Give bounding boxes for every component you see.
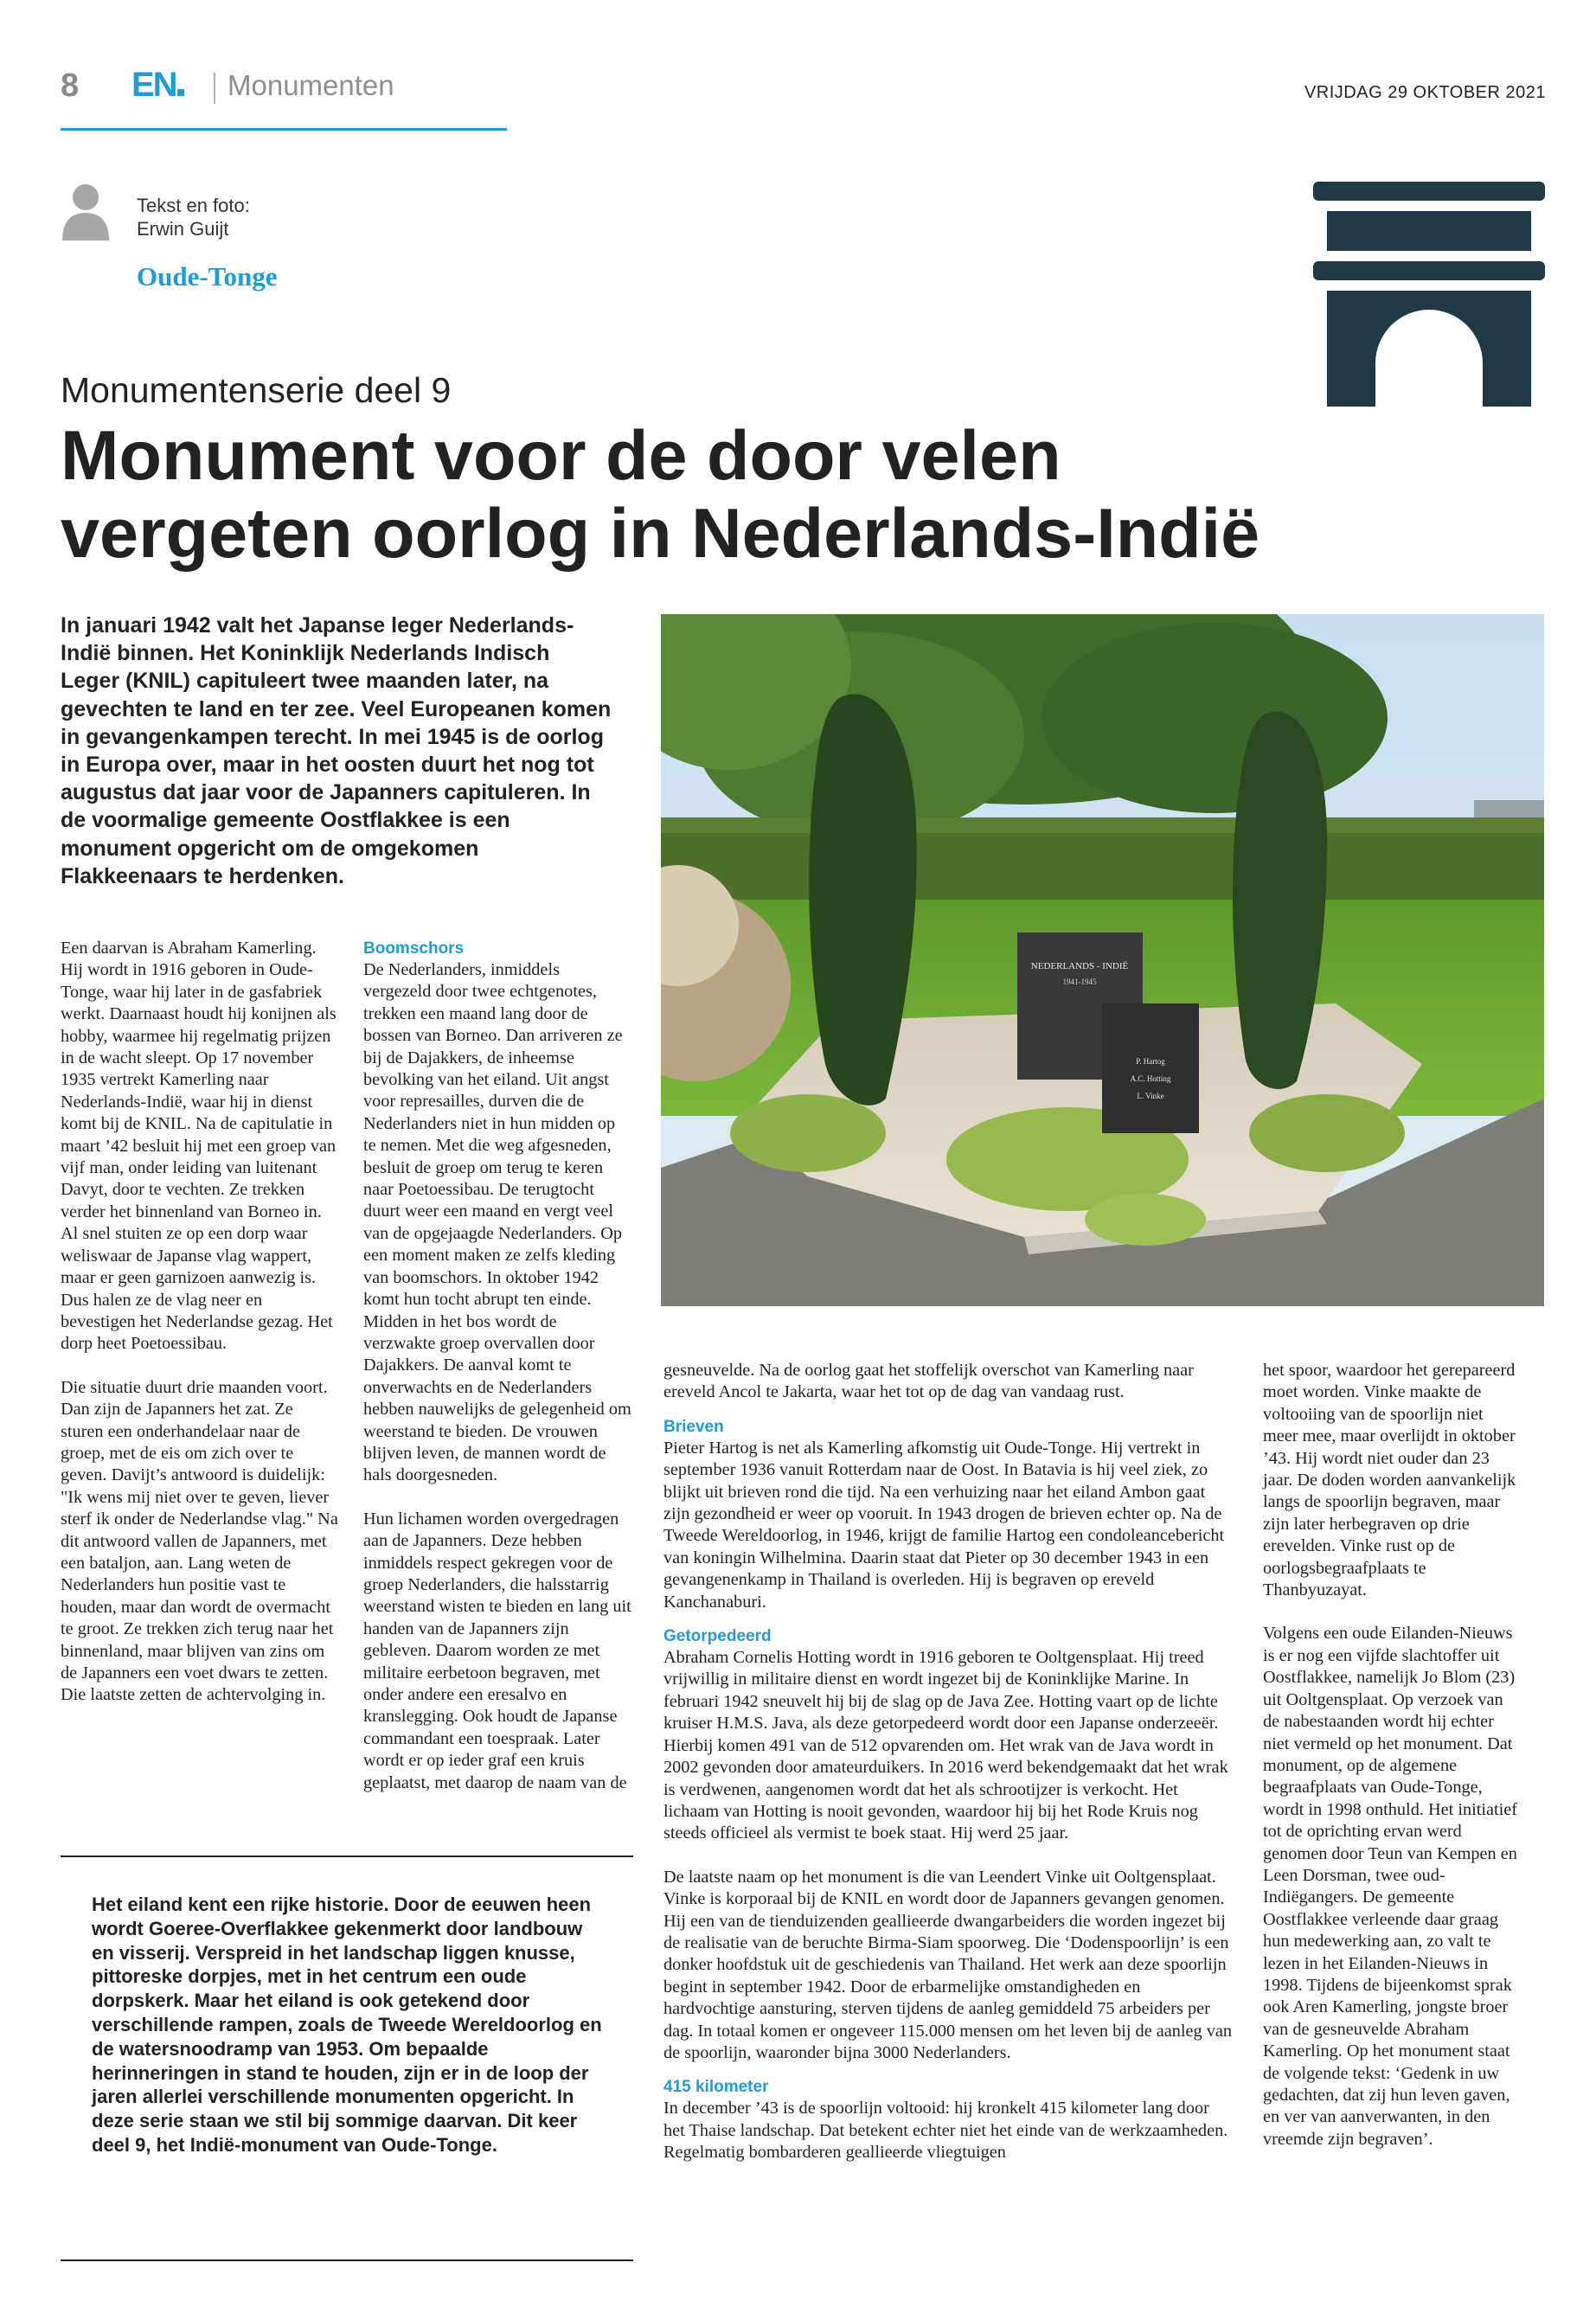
headline-line-1: Monument voor de door velen [61,417,1061,495]
article-column-3 [663,1360,1234,2164]
stone-name-1: P. Hartog [1136,1057,1165,1066]
col3-paragraph-5: In december ’43 is de spoorlijn voltooid: hij kronkelt 415 kilometer lang door het Thaise landschap. Dat betekent echter niet het einde van de werkzaamheden. Regelmatig bombarderen geallieerde vliegtuigen [663,2099,1228,2163]
col2-paragraph-1: De Nederlanders, inmiddels vergezeld door twee echtgenotes, trekken een maand lang door de bossen van Borneo. Dan arriveren ze bij de Dajakkers, de inheemse bevolking van het eiland. Uit angst voor represailles, durven die de Nederlanders niet in hun midden op te nemen. Met die weg afgesneden, besluit de groep om terug te keren naar Poetoessibau. De terugtocht duurt weer een maand en vergt veel van de opgejaagde Nederlanders. Op een moment maken ze zelfs kleding van boomschors. In oktober 1942 komt hun tocht abrupt ten einde. Midden in het bos wordt de verzwakte groep overvallen door Dajakkers. De aanval komt te onverwachts en de Nederlanders hebben nauwelijks de gelegenheid om weerstand te bieden. De vrouwen blijven leven, de mannen wordt de hals doorgesneden. [363,960,631,1485]
series-infobox: Het eiland kent een rijke historie. Door de eeuwen heen wordt Goeree-Overflakkee gekenmerkt door landbouw en visserij. Verspreid in het landschap liggen knusse, pittoreske dorpjes, met in het centrum een oude dorpskerk. Maar het eiland is ook getekend door verschillende rampen, zoals de Tweede Wereldoorlog en de watersnoodramp van 1953. Om bepaalde herinneringen in stand te houden, zijn er in de loop der jaren allerlei verschillende monumenten opgericht. In deze serie staan we stil bij sommige daarvan. Dit keer deel 9, het Indië-monument van Oude-Tonge. [92,1894,602,2156]
article-intro: In januari 1942 valt het Japanse leger Nederlands-Indië binnen. Het Koninklijk Nederlands Indisch Leger (KNIL) capituleert twee maanden later, na gevechten te land en ter zee. Veel Europeanen komen in gevangenkampen terecht. In mei 1945 is de oorlog in Europa over, maar in het oosten duurt het nog tot augustus dat jaar voor de Japanners capituleren. In de voormalige gemeente Oostflakkee is een monument opgericht om de omgekomen Flakkeenaars te herdenken. [61,613,612,888]
infobox-top-rule [61,1856,633,1857]
stone-name-3: L. Vinke [1137,1092,1164,1100]
col1-paragraph-2: Die situatie duurt drie maanden voort. Dan zijn de Japanners het zat. Ze sturen een onderhandelaar naar de groep, met de eis om zich over te geven. Davijt’s antwoord is duidelijk: "Ik wens mij niet over te geven, liever sterf ik onder de Nederlandse vlag." Na dit antwoord vallen de Japanners, met een bataljon, aan. Lang weten de Nederlanders hun positie vast te houden, maar dan wordt de overmacht te groot. Ze trekken zich terug naar het binnenland, maar blijven van zins om de Japanners een voet dwars te zetten. Die laatste zetten de achtervolging in. [61,1377,338,1705]
subheading-415-kilometer: 415 kilometer [663,2078,769,2097]
newspaper-logo[interactable]: EN [131,66,184,105]
col3-paragraph-3: Abraham Cornelis Hotting wordt in 1916 geboren te Ooltgensplaat. Hij treed vrijwillig in militaire dienst en wordt ingezet bij de Koninklijke Marine. In februari 1942 sneuvelt hij bij de slag op de Java Zee. Hotting vaart op de lichte kruiser H.M.S. Java, als deze getorpedeerd wordt door een Japanse onderzeeër. Hierbij komen 491 van de 512 opvarenden om. Het wrak van de Java wordt in 2002 gevonden door amateurduikers. In 2016 werd bekendgemaakt dat het wrak is verdwenen, aangenomen wordt dat het als schrootijzer is verkocht. Het lichaam van Hotting is nooit gevonden, waardoor hij bij het Rode Kruis nog steeds officieel als vermist te boek staat. Hij werd 25 jaar. [663,1648,1228,1843]
subheading-boomschors: Boomschors [363,939,465,958]
col3-paragraph-2: Pieter Hartog is net als Kamerling afkomstig uit Oude-Tonge. Hij vertrekt in september 1936 vanuit Rotterdam naar de Oost. In Batavia is hij veel ziek, zo blijkt uit brieven rond die tijd. Na een verhuizing naar het eiland Ambon gaat zijn gezondheid er weer op vooruit. In 1943 drogen de brieven echter op. Na de Tweede Wereldoorlog, in 1946, krijgt de familie Hartog een condoleancebericht van koningin Wilhelmina. Daarin staat dat Pieter op 30 december 1943 in een gevangenenkamp in Thailand is overleden. Hij is begraven op ereveld Kanchanaburi. [663,1438,1225,1612]
stone-title: NEDERLANDS - INDIË [1030,961,1129,971]
dateline-place: Oude-Tonge [137,261,278,292]
byline-credit: Tekst en foto: [137,195,250,216]
subheading-getorpedeerd: Getorpedeerd [663,1627,772,1646]
author-avatar-icon [61,182,111,240]
page-number: 8 [61,67,80,104]
infobox-bottom-rule [61,2259,633,2261]
stone-name-2: A.C. Hotting [1130,1074,1171,1083]
header-separator [214,73,215,104]
monument-photo [661,614,1544,1306]
section-title: Monumenten [228,69,394,101]
stone-years: 1941-1945 [1062,977,1097,986]
article-column-1 [61,938,339,1707]
col3-paragraph-1: gesneuvelde. Na de oorlog gaat het stoffelijk overschot van Kamerling naar ereveld Ancol te Jakarta, waar het tot op de dag van vandaag rust. [663,1361,1194,1402]
monument-icon [1313,182,1545,407]
issue-date: VRIJDAG 29 OKTOBER 2021 [1304,83,1546,102]
header-rule [61,128,507,131]
byline-author: Erwin Guijt [137,218,229,240]
article-column-2 [363,938,631,1794]
col1-paragraph-1: Een daarvan is Abraham Kamerling. Hij wordt in 1916 geboren in Oude-Tonge, waar hij later in de gasfabriek werkt. Daarnaast houdt hij konijnen als hobby, waarmee hij regelmatig prijzen in de wacht sleept. Op 17 november 1935 vertrekt Kamerling naar Nederlands-Indië, waar hij in dienst komt bij de KNIL. Na de capitulatie in maart ’42 besluit hij met een groep van vijf man, onder leiding van luitenant Davyt, door te vechten. Ze trekken verder het binnenland van Borneo in. Al snel stuiten ze op een dorp waar weliswaar de Japanse vlag wappert, maar er geen garnizoen aanwezig is. Dus halen ze de vlag neer en bevestigen het Nederlandse gezag. Het dorp heet Poetoessibau. [61,939,337,1354]
col4-paragraph-2: Volgens een oude Eilanden-Nieuws is er nog een vijfde slachtoffer uit Oostflakkee, namelijk Jo Blom (23) uit Ooltgensplaat. Op verzoek van de nabestaanden wordt hij echter niet vermeld op het monument. Dat monument, op de algemene begraafplaats van Oude-Tonge, wordt in 1998 onthuld. Het initiatief tot de oprichting ervan werd genomen door Teun van Kempen en Leen Dorsman, twee oud-Indiëgangers. De gemeente Oostflakkee verleende daar graag hun medewerking aan, zo valt te lezen in het Eilanden-Nieuws in 1998. Tijdens de bijeenkomst sprak ook Aren Kamerling, jongste broer van de gesneuvelde Abraham Kamerling. Op het monument staat de volgende tekst: ‘Gedenk in uw gedachten, dat zij hun leven gaven, en ver van aanverwanten, in den vreemde zijn begraven’. [1263,1624,1518,2149]
col3-paragraph-4: De laatste naam op het monument is die van Leendert Vinke uit Ooltgensplaat. Vinke is korporaal bij de KNIL en wordt door de Japanners gevangen genomen. Hij een van de tienduizenden geallieerde dwangarbeiders die worden ingezet bij de realisatie van de beruchte Birma-Siam spoorweg. Die ‘Dodenspoorlijn’ is een donker hoofdstuk uit de geschiedenis van Thailand. Het werk aan deze spoorlijn begint in september 1942. Door de erbarmelijke omstandigheden en hardvochtige aansturing, sterven tijdens de aanleg gemiddeld 75 arbeiders per dag. In totaal komen er ongeveer 115.000 mensen om het leven bij de aanleg van de spoorlijn, waaronder bijna 3000 Nederlanders. [663,1867,1233,2062]
article-column-4 [1263,1360,1522,2150]
col4-paragraph-1: het spoor, waardoor het gerepareerd moet worden. Vinke maakte de voltooiing van de spoorlijn niet meer mee, maar overlijdt in oktober ’43. Hij wordt niet ouder dan 23 jaar. De doden worden aanvankelijk langs de spoorlijn begraven, maar zijn later herbegraven op drie erevelden. Vinke rust op de oorlogsbegraafplaats te Thanbyuzayat. [1263,1361,1516,1600]
series-label: Monumentenserie deel 9 [61,370,452,410]
headline [61,417,1358,573]
subheading-brieven: Brieven [663,1417,724,1436]
headline-line-2: vergeten oorlog in Nederlands-Indië [61,495,1260,573]
col2-paragraph-2: Hun lichamen worden overgedragen aan de Japanners. Deze hebben inmiddels respect gekregen voor de groep Nederlanders, die halsstarrig weerstand wisten te bieden en lang uit handen van de Japanners zijn gebleven. Daarom worden ze met militaire eerbetoon begraven, met onder andere een eresalvo en kranslegging. Ook houdt de Japanse commandant een toespraak. Later wordt er op ieder graf een kruis geplaatst, met daarop de naam van de [363,1509,631,1792]
